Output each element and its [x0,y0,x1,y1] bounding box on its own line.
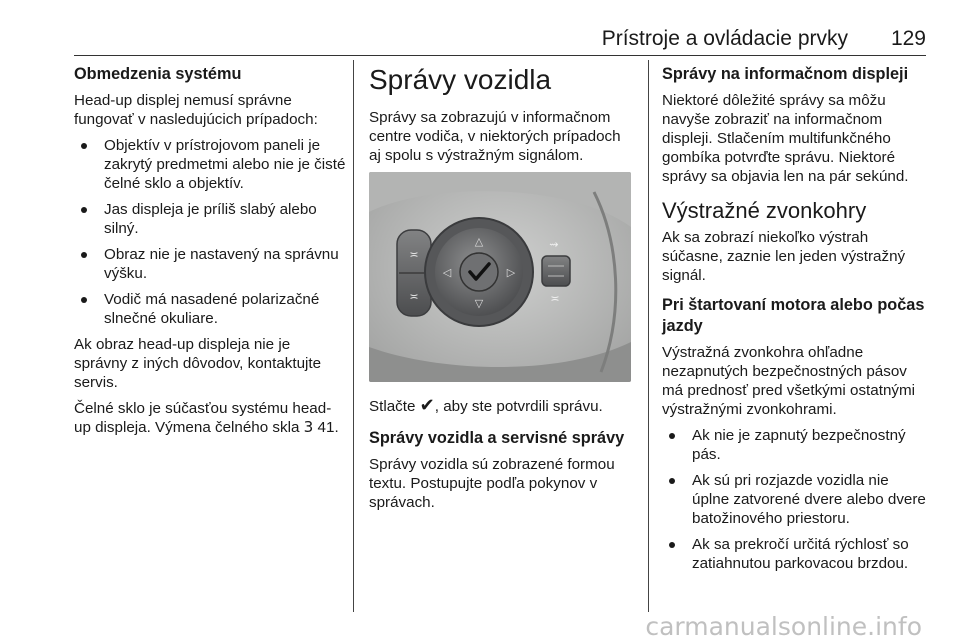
confirm-instruction [369,396,633,416]
arrow-return-icon: ⇝ [549,238,559,251]
section-heading-service-messages: Správy vozidla a servisné správy [369,429,625,447]
check-icon: ✔ [419,395,435,416]
confirm-text-before: Stlačte [369,398,420,415]
section-heading-start-driving: Pri štartovaní motora alebo počas jazdy [662,296,925,335]
steering-wheel-illustration [369,172,631,382]
page-reference-icon: 3 [303,418,314,436]
section-heading-warning-chimes: Výstražné zvonkohry [662,198,867,223]
list-item: Vodič má nasadené polarizačné slnečné okuliare. [74,290,346,328]
windshield-paragraph [74,399,346,437]
header-rule [74,55,926,56]
arrow-right-icon: ▷ [506,266,516,279]
steering-wheel-controls-figure [369,172,631,382]
arrow-up-icon: △ [474,235,484,248]
column-2 [369,64,633,519]
header-title: Prístroje a ovládacie prvky [601,27,848,50]
limits-intro: Head-up displej nemusí správne fungovať v nasledujúcich prípadoch: [74,92,318,128]
section-heading-limits: Obmedzenia systému [74,65,242,83]
column-divider-1 [353,60,354,612]
limits-list [74,136,346,328]
arrow-down-icon: ▽ [474,297,484,310]
list-item: Objektív v prístrojovom paneli je zakrytý predmetmi alebo nie je čisté čelné sklo a objektív. [74,136,346,193]
column-divider-2 [648,60,649,612]
confirm-text-after: , aby ste potvrdili správu. [434,398,603,415]
section-heading-vehicle-messages: Správy vozidla [369,64,552,95]
seatbelt-chime-paragraph: Výstražná zvonkohra ohľadne nezapnutých bezpečnostných pásov má prednosť pred všetkými ostatnými výstražnými zvonkohrami. [662,344,916,418]
page-header [0,0,960,56]
svg-text:≍: ≍ [409,290,419,303]
page-number: 129 [890,27,926,50]
service-paragraph: Ak obraz head-up displeja nie je správny z iných dôvodov, kontaktujte servis. [74,336,322,391]
svg-text:≍: ≍ [550,292,560,305]
vehicle-messages-intro: Správy sa zobrazujú v informačnom centre vodiča, v niektorých prípadoch aj spolu s výstražným signálom. [369,109,621,164]
svg-text:≍: ≍ [409,248,419,261]
column-1 [74,64,346,444]
chime-conditions-list [662,426,928,573]
list-item: Jas displeja je príliš slabý alebo silný. [74,200,346,238]
service-messages-paragraph: Správy vozidla sú zobrazené formou textu. Postupujte podľa pokynov v správach. [369,456,615,511]
windshield-text: Čelné sklo je súčasťou systému head-up displeja. Výmena čelného skla [74,400,332,436]
list-item: Ak sa prekročí určitá rýchlosť so zatiahnutou parkovacou brzdou. [662,535,928,573]
page-reference[interactable]: 41. [313,419,339,436]
list-item: Ak sú pri rozjazde vozidla nie úplne zatvorené dvere alebo dvere batožinového priestoru. [662,471,928,528]
section-heading-info-display: Správy na informačnom displeji [662,65,909,83]
list-item: Obraz nie je nastavený na správnu výšku. [74,245,346,283]
info-display-paragraph: Niektoré dôležité správy sa môžu navyše zobraziť na informačnom displeji. Stlačením multifunkčného gombíka potvrďte správu. Niektoré správy sa objavia len na pár sekúnd. [662,92,909,185]
warning-chimes-paragraph: Ak sa zobrazí niekoľko výstrah súčasne, zaznie len jeden výstražný signál. [662,229,906,284]
list-item: Ak nie je zapnutý bezpečnostný pás. [662,426,928,464]
arrow-left-icon: ◁ [442,266,452,279]
watermark: carmanualsonline.info [645,612,922,641]
column-3 [662,64,928,580]
